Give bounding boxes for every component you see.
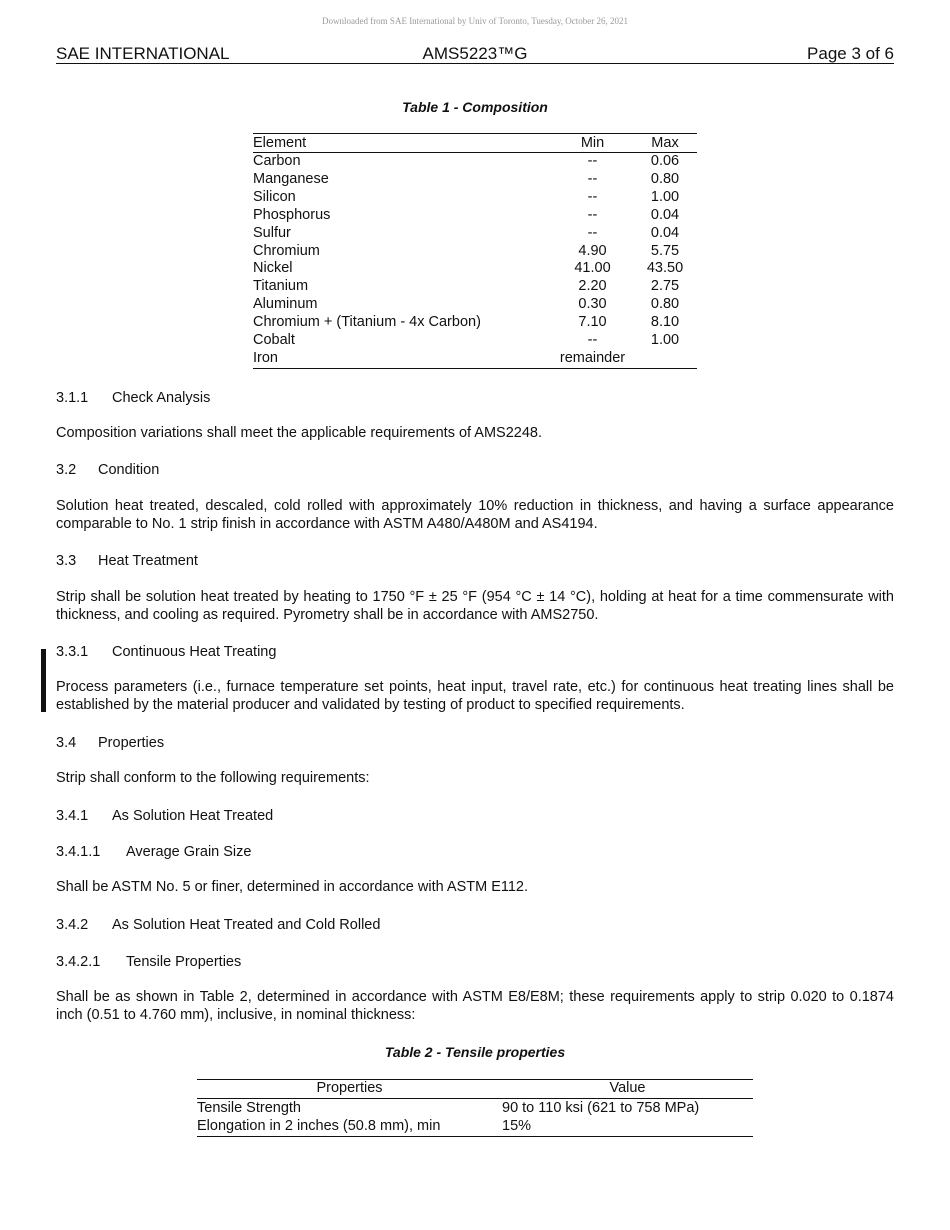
max-cell: 0.04 [650,206,680,223]
paragraph-condition: Solution heat treated, descaled, cold rolled with approximately 10% reduction in thickness, and having a surface appearance comparable to No. 1 strip finish in accordance with ASTM A480/A480M and AS4194. [56,498,894,532]
section-title-average-grain-size: Average Grain Size [126,844,252,860]
max-cell: 8.10 [650,314,680,331]
column-header-value: Value [502,1080,753,1099]
max-cell: 0.04 [650,224,680,241]
min-cell: -- [587,170,598,187]
element-cell: Titanium [253,278,309,295]
table1-caption: Table 1 - Composition [402,99,548,115]
section-title-as-solution-heat-treated: As Solution Heat Treated [112,808,274,824]
min-cell: remainder [559,349,626,366]
section-number-3-4-2: 3.4.2 [56,917,89,933]
property-cell: Elongation in 2 inches (50.8 mm), min [197,1118,441,1134]
section-number-3-4-1: 3.4.1 [56,808,89,824]
max-cell: 2.75 [650,278,680,295]
section-title-continuous-heat-treating: Continuous Heat Treating [112,644,277,660]
header-rule [56,63,894,64]
max-cell: 5.75 [650,242,680,259]
paragraph-continuous-heat-treating: Process parameters (i.e., furnace temperature set points, heat input, travel rate, etc.) for continuous heat treating lines shall be established by the material producer and validated by testing of product to specified requirements. [56,679,894,713]
section-title-properties: Properties [98,735,165,751]
table-row [253,260,697,278]
section-number-3-2: 3.2 [56,462,77,478]
table-row [253,350,697,368]
element-cell: Nickel [253,260,293,277]
max-cell [633,350,697,368]
min-cell: 0.30 [578,296,607,313]
column-header-min: Min [552,134,633,153]
element-cell: Chromium [253,242,320,259]
section-number-3-3: 3.3 [56,553,77,569]
section-number-3-3-1: 3.3.1 [56,644,89,660]
table-row [253,207,697,225]
header-page-number: Page 3 of 6 [807,44,894,63]
section-title-check-analysis: Check Analysis [112,390,211,406]
table2-caption: Table 2 - Tensile properties [384,1044,566,1060]
value-cell: 90 to 110 ksi (621 to 758 MPa) [502,1099,700,1116]
header-org: SAE INTERNATIONAL [56,44,230,63]
paragraph-tensile-properties: Shall be as shown in Table 2, determined in accordance with ASTM E8/E8M; these requirements apply to strip 0.020 to 0.1874 inch (0.51 to 4.760 mm), inclusive, in nominal thickness: [56,989,894,1023]
min-cell: 7.10 [578,314,607,331]
section-title-condition: Condition [98,462,160,478]
element-cell: Cobalt [253,332,295,349]
max-cell: 1.00 [650,332,680,349]
element-cell: Silicon [253,188,296,205]
section-title-tensile-properties: Tensile Properties [126,954,242,970]
section-title-as-solution-heat-treated-cold-rolled: As Solution Heat Treated and Cold Rolled [112,917,381,933]
header-doc-number: AMS5223™G [422,44,528,63]
table-row [253,332,697,350]
element-cell: Phosphorus [253,206,331,223]
element-cell: Chromium + (Titanium - 4x Carbon) [253,314,481,331]
min-cell: 4.90 [578,242,607,259]
column-header-element: Element [253,134,552,153]
min-cell: 2.20 [578,278,607,295]
table-row [253,153,697,171]
composition-table [253,133,697,369]
element-cell: Carbon [253,153,301,169]
table-row [197,1117,753,1136]
table-row [197,1098,753,1117]
min-cell: -- [587,153,598,169]
section-number-3-4: 3.4 [56,735,77,751]
paragraph-check-analysis: Composition variations shall meet the applicable requirements of AMS2248. [56,425,543,441]
min-cell: -- [587,332,598,349]
element-cell: Aluminum [253,296,318,313]
max-cell: 1.00 [650,188,680,205]
max-cell: 0.80 [650,170,680,187]
change-bar [41,649,46,712]
element-cell: Iron [253,349,278,366]
paragraph-heat-treatment: Strip shall be solution heat treated by heating to 1750 °F ± 25 °F (954 °C ± 14 °C), holding at heat for a time commensurate with thickness, and cooling as required. Pyrometry shall be in accordance with AMS2750. [56,589,894,623]
table-header-row [253,134,697,153]
section-title-heat-treatment: Heat Treatment [98,553,198,569]
paragraph-properties: Strip shall conform to the following requirements: [56,770,370,786]
table-row [253,225,697,243]
max-cell: 43.50 [646,260,684,277]
min-cell: 41.00 [574,260,611,277]
min-cell: -- [587,206,598,223]
table-row [253,243,697,261]
section-number-3-4-1-1: 3.4.1.1 [56,844,101,860]
table-header-row [197,1080,753,1099]
value-cell: 15% [502,1118,532,1134]
min-cell: -- [587,224,598,241]
element-cell: Sulfur [253,224,291,241]
section-number-3-4-2-1: 3.4.2.1 [56,954,101,970]
table-row [253,189,697,207]
property-cell: Tensile Strength [197,1099,301,1116]
paragraph-average-grain-size: Shall be ASTM No. 5 or finer, determined in accordance with ASTM E112. [56,879,529,895]
section-number-3-1-1: 3.1.1 [56,390,89,406]
min-cell: -- [587,188,598,205]
table-row [253,314,697,332]
max-cell: 0.06 [650,153,680,169]
table-row [253,171,697,189]
tensile-properties-table [197,1079,753,1137]
download-watermark: Downloaded from SAE International by Univ of Toronto, Tuesday, October 26, 2021 [321,16,629,26]
table-row [253,296,697,314]
column-header-properties: Properties [197,1080,502,1099]
max-cell: 0.80 [650,296,680,313]
column-header-max: Max [633,134,697,153]
element-cell: Manganese [253,170,329,187]
table-row [253,278,697,296]
